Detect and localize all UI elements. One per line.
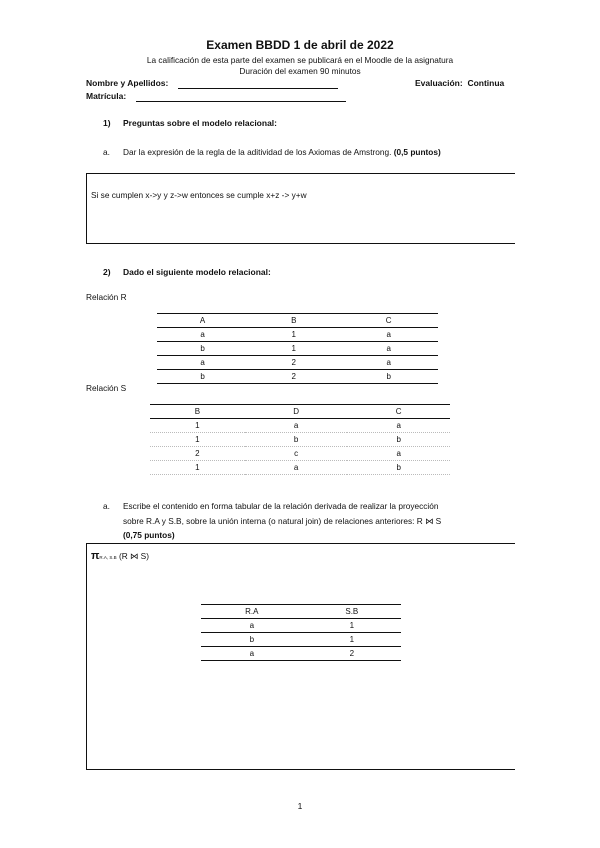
table-cell: a <box>201 647 303 661</box>
table-cell: 2 <box>303 647 401 661</box>
table-cell: b <box>339 370 438 384</box>
table-cell: 2 <box>248 356 339 370</box>
q2-answer-box[interactable] <box>86 543 515 770</box>
projection-expression <box>91 550 149 562</box>
table-cell: a <box>339 342 438 356</box>
table-cell: a <box>339 356 438 370</box>
name-field-line[interactable] <box>178 88 338 89</box>
table-header: D <box>245 405 348 419</box>
table-header: C <box>339 314 438 328</box>
table-header: B <box>150 405 245 419</box>
relation-r-table <box>157 313 438 384</box>
table-cell: 1 <box>150 419 245 433</box>
table-cell: a <box>157 328 248 342</box>
q2a-text-line2: sobre R.A y S.B, sobre la unión interna (o natural join) de relaciones anteriores: R ⋈ S <box>123 516 442 526</box>
exam-title: Examen BBDD 1 de abril de 2022 <box>206 38 394 52</box>
pi-expression: (R ⋈ S) <box>119 551 149 561</box>
q1a-text-body: Dar la expresión de la regla de la aditividad de los Axiomas de Amstrong. <box>123 147 394 157</box>
page-number: 1 <box>297 801 303 811</box>
table-header: B <box>248 314 339 328</box>
relation-r-label: Relación R <box>86 292 127 302</box>
table-cell: 1 <box>303 633 401 647</box>
q1-number: 1) <box>103 118 111 128</box>
table-cell: 1 <box>248 342 339 356</box>
table-header: R.A <box>201 605 303 619</box>
table-cell: b <box>201 633 303 647</box>
table-cell: b <box>157 370 248 384</box>
table-cell: 2 <box>248 370 339 384</box>
q1a-points: (0,5 puntos) <box>393 147 441 157</box>
relation-s-table <box>150 404 450 475</box>
table-cell: a <box>347 419 450 433</box>
table-cell: 1 <box>248 328 339 342</box>
table-header: C <box>347 405 450 419</box>
q1a-text <box>123 147 441 157</box>
pi-symbol: π <box>91 550 100 562</box>
table-cell: a <box>347 447 450 461</box>
relation-s-label: Relación S <box>86 383 127 393</box>
result-table <box>201 604 401 661</box>
q2-number: 2) <box>103 267 111 277</box>
q2-title: Dado el siguiente modelo relacional: <box>123 267 271 277</box>
table-cell: b <box>245 433 348 447</box>
q2a-text-line1: Escribe el contenido en forma tabular de la relación derivada de realizar la proyección <box>123 501 439 511</box>
table-cell: a <box>201 619 303 633</box>
matricula-label: Matrícula: <box>86 91 127 101</box>
table-header: S.B <box>303 605 401 619</box>
table-cell: a <box>157 356 248 370</box>
table-cell: 2 <box>150 447 245 461</box>
evaluation-label <box>415 78 504 88</box>
q2a-points: (0,75 puntos) <box>123 530 175 540</box>
q1-answer-text: Si se cumplen x->y y z->w entonces se cumple x+z -> y+w <box>91 190 307 200</box>
table-cell: b <box>347 461 450 475</box>
name-label: Nombre y Apellidos: <box>86 78 169 88</box>
table-cell: c <box>245 447 348 461</box>
table-cell: 1 <box>150 461 245 475</box>
pi-subscript: R.A, S.B <box>99 555 117 560</box>
table-cell: 1 <box>150 433 245 447</box>
table-cell: a <box>245 419 348 433</box>
table-header: A <box>157 314 248 328</box>
evaluation-label-text: Evaluación: <box>415 78 463 88</box>
table-cell: a <box>339 328 438 342</box>
table-cell: b <box>347 433 450 447</box>
q1-answer-box[interactable] <box>86 173 515 244</box>
table-cell: 1 <box>303 619 401 633</box>
q1-title: Preguntas sobre el modelo relacional: <box>123 118 277 128</box>
matricula-field-line[interactable] <box>136 101 346 102</box>
q1a-letter: a. <box>103 147 110 157</box>
table-cell: a <box>245 461 348 475</box>
q2a-letter: a. <box>103 501 110 511</box>
evaluation-value: Continua <box>467 78 505 88</box>
exam-subtitle: La calificación de esta parte del examen se publicará en el Moodle de la asignatura <box>146 55 454 65</box>
exam-duration: Duración del examen 90 minutos <box>239 66 361 76</box>
table-cell: b <box>157 342 248 356</box>
